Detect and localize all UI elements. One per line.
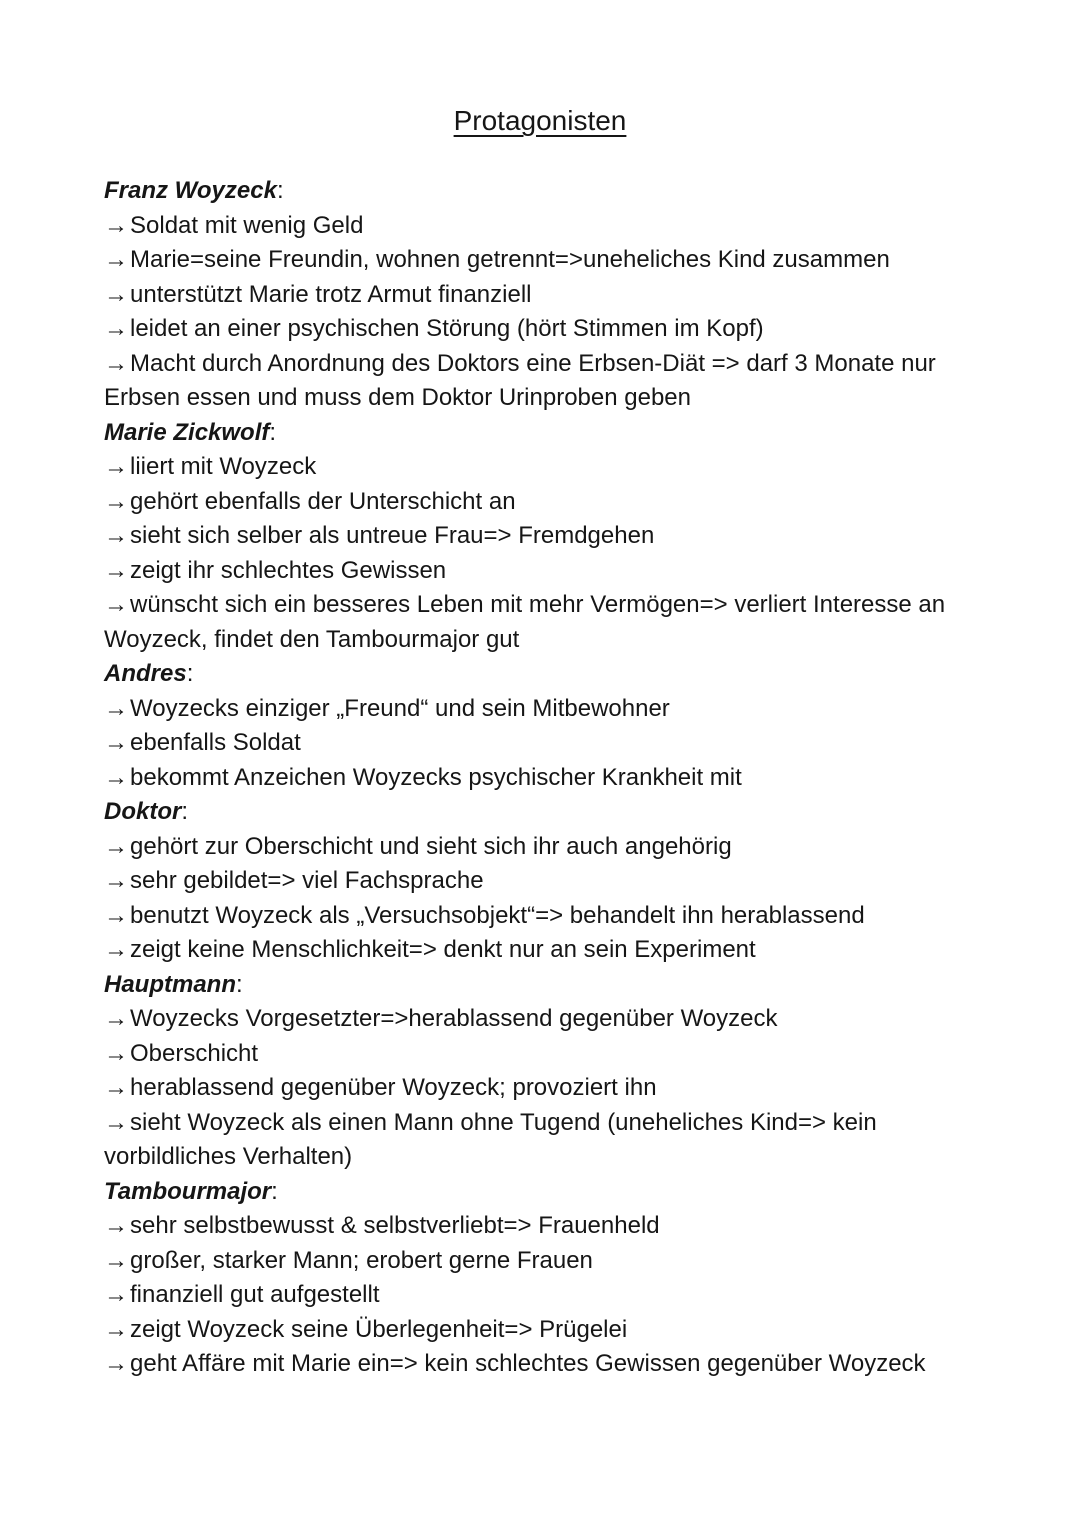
bullet-text: geht Affäre mit Marie ein=> kein schlechtes Gewissen gegenüber Woyzeck xyxy=(130,1350,926,1377)
arrow-bullet-icon: → xyxy=(104,1108,128,1136)
bullet-text: großer, starker Mann; erobert gerne Frauen xyxy=(130,1246,593,1274)
arrow-bullet-icon: → xyxy=(104,453,128,480)
character-section xyxy=(104,657,960,795)
bullet-text: sieht Woyzeck als einen Mann ohne Tugend (uneheliches Kind=> kein vorbildliches Verhalten) xyxy=(104,1108,877,1170)
bullet-text: liiert mit Woyzeck xyxy=(130,453,317,480)
bullet-text: Macht durch Anordnung des Doktors eine Erbsen-Diät => darf 3 Monate nur Erbsen essen und muss dem Doktor Urinproben geben xyxy=(104,349,936,411)
arrow-bullet-icon: → xyxy=(104,280,128,308)
heading-colon: : xyxy=(271,1177,278,1205)
character-name: Tambourmajor xyxy=(104,1177,272,1205)
character-section xyxy=(104,416,960,658)
character-name: Marie Zickwolf xyxy=(104,418,270,446)
bullet-line xyxy=(104,1106,960,1175)
bullet-line xyxy=(104,519,960,554)
character-section xyxy=(104,174,960,416)
bullet-text: Woyzecks Vorgesetzter=>herablassend gegenüber Woyzeck xyxy=(130,1005,778,1032)
bullet-line xyxy=(104,1244,960,1279)
bullet-text: sehr selbstbewusst & selbstverliebt=> Frauenheld xyxy=(130,1212,660,1239)
bullet-text: zeigt keine Menschlichkeit=> denkt nur an sein Experiment xyxy=(130,936,756,963)
arrow-bullet-icon: → xyxy=(104,1350,128,1377)
bullet-text: sieht sich selber als untreue Frau=> Fremdgehen xyxy=(130,522,655,549)
bullet-text: leidet an einer psychischen Störung (hört Stimmen im Kopf) xyxy=(130,315,764,342)
bullet-line xyxy=(104,1037,960,1072)
bullet-text: zeigt Woyzeck seine Überlegenheit=> Prügelei xyxy=(130,1315,628,1343)
arrow-bullet-icon: → xyxy=(104,1281,128,1308)
bullet-line xyxy=(104,761,960,796)
bullet-text: Soldat mit wenig Geld xyxy=(130,211,364,239)
bullet-text: herablassend gegenüber Woyzeck; provoziert ihn xyxy=(130,1074,657,1101)
bullet-line xyxy=(104,1313,960,1348)
bullet-text: sehr gebildet=> viel Fachsprache xyxy=(130,867,484,894)
bullet-text: benutzt Woyzeck als „Versuchsobjekt“=> behandelt ihn herablassend xyxy=(130,901,865,929)
bullet-text: finanziell gut aufgestellt xyxy=(130,1281,380,1308)
arrow-bullet-icon: → xyxy=(104,1039,128,1067)
arrow-bullet-icon: → xyxy=(104,591,128,618)
bullet-line xyxy=(104,278,960,313)
heading-colon: : xyxy=(186,660,194,687)
bullet-line xyxy=(104,1278,960,1313)
bullet-line xyxy=(104,485,960,520)
arrow-bullet-icon: → xyxy=(104,1074,128,1101)
character-name: Doktor xyxy=(104,798,182,825)
page-title: Protagonisten xyxy=(453,105,627,136)
arrow-bullet-icon: → xyxy=(104,1005,128,1032)
bullet-line xyxy=(104,312,960,347)
arrow-bullet-icon: → xyxy=(104,1315,128,1343)
character-section xyxy=(104,1175,960,1382)
bullet-line xyxy=(104,692,960,727)
bullet-line xyxy=(104,588,960,657)
arrow-bullet-icon: → xyxy=(104,349,128,377)
bullet-line xyxy=(104,1071,960,1106)
arrow-bullet-icon: → xyxy=(104,556,128,584)
bullet-line xyxy=(104,1209,960,1244)
bullet-line xyxy=(104,554,960,589)
character-heading xyxy=(104,657,960,692)
character-section xyxy=(104,795,960,968)
document-body xyxy=(104,174,960,1382)
bullet-line xyxy=(104,450,960,485)
character-heading xyxy=(104,174,960,209)
character-heading xyxy=(104,416,960,451)
bullet-line xyxy=(104,933,960,968)
bullet-text: Woyzecks einziger „Freund“ und sein Mitbewohner xyxy=(130,694,670,722)
heading-colon: : xyxy=(181,798,189,825)
bullet-text: unterstützt Marie trotz Armut finanziell xyxy=(130,280,532,308)
arrow-bullet-icon: → xyxy=(104,211,128,239)
arrow-bullet-icon: → xyxy=(104,867,128,894)
character-name: Hauptmann xyxy=(104,970,236,998)
arrow-bullet-icon: → xyxy=(104,1246,128,1274)
bullet-text: bekommt Anzeichen Woyzecks psychischer Krankheit mit xyxy=(130,763,742,791)
bullet-line xyxy=(104,1347,960,1382)
bullet-text: ebenfalls Soldat xyxy=(130,729,301,756)
arrow-bullet-icon: → xyxy=(104,763,128,791)
character-heading xyxy=(104,1175,960,1210)
arrow-bullet-icon: → xyxy=(104,315,128,342)
heading-colon: : xyxy=(236,970,243,998)
bullet-text: gehört ebenfalls der Unterschicht an xyxy=(130,487,516,515)
character-name: Franz Woyzeck xyxy=(104,177,277,204)
bullet-text: zeigt ihr schlechtes Gewissen xyxy=(130,556,447,584)
arrow-bullet-icon: → xyxy=(104,522,128,549)
bullet-line xyxy=(104,209,960,244)
bullet-text: Oberschicht xyxy=(130,1039,259,1067)
arrow-bullet-icon: → xyxy=(104,901,128,929)
bullet-line xyxy=(104,899,960,934)
character-heading xyxy=(104,968,960,1003)
heading-colon: : xyxy=(276,177,284,204)
bullet-line xyxy=(104,347,960,416)
arrow-bullet-icon: → xyxy=(104,1212,128,1239)
bullet-line xyxy=(104,726,960,761)
arrow-bullet-icon: → xyxy=(104,729,128,756)
bullet-line xyxy=(104,1002,960,1037)
bullet-text: Marie=seine Freundin, wohnen getrennt=>uneheliches Kind zusammen xyxy=(130,246,890,273)
arrow-bullet-icon: → xyxy=(104,936,128,963)
arrow-bullet-icon: → xyxy=(104,694,128,722)
character-heading xyxy=(104,795,960,830)
bullet-line xyxy=(104,243,960,278)
arrow-bullet-icon: → xyxy=(104,246,128,273)
heading-colon: : xyxy=(269,418,277,446)
character-section xyxy=(104,968,960,1175)
arrow-bullet-icon: → xyxy=(104,832,128,860)
arrow-bullet-icon: → xyxy=(104,487,128,515)
bullet-line xyxy=(104,864,960,899)
character-name: Andres xyxy=(104,660,187,687)
bullet-line xyxy=(104,830,960,865)
bullet-text: wünscht sich ein besseres Leben mit mehr Vermögen=> verliert Interesse an Woyzeck, findet den Tambourmajor gut xyxy=(104,591,946,653)
bullet-text: gehört zur Oberschicht und sieht sich ihr auch angehörig xyxy=(130,832,732,860)
